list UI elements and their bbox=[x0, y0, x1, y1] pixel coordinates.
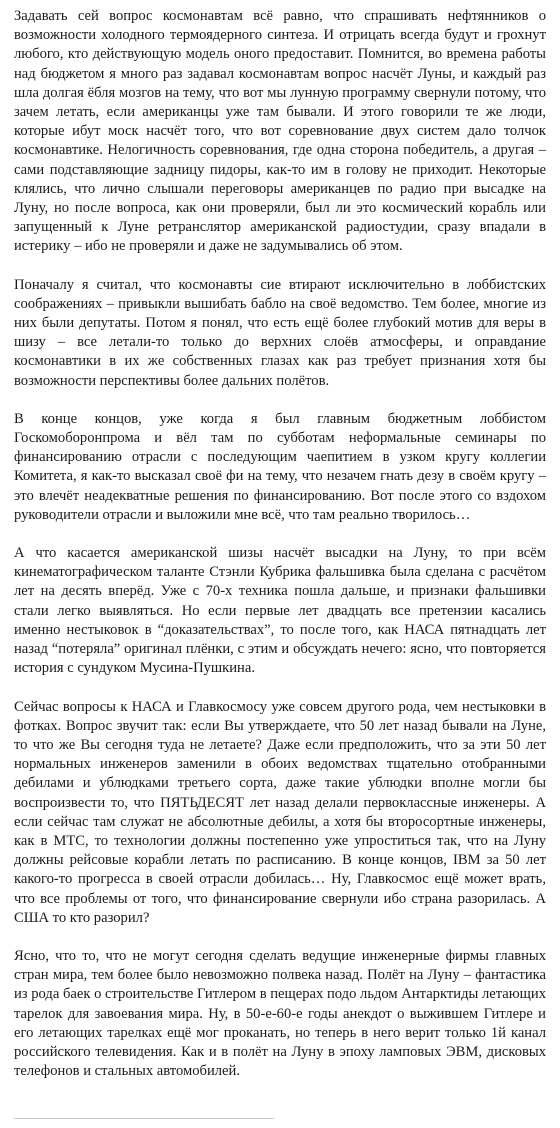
paragraph-5: Сейчас вопросы к НАСА и Главкосмосу уже совсем другого рода, чем нестыковки в фотках. Вопрос звучит так: если Вы утверждаете, что 50 лет назад бывали на Луне, то что же Вы сегодня туда не летаете? Даже если предположить, что за эти 50 лет нормальных инженеров заменили в обоих ведомствах тщательно отобранными дебилами и ублюдками третьего сорта, даже такие ублюдки вполне могли бы воспроизвести то, что ПЯТЬДЕСЯТ лет назад делали первоклассные инженеры. А если сейчас там служат не абсолютные дебилы, а хотя бы второсортные инженеры, как в МТС, то технологии должны постепенно уже упроститься так, что на Луну должны рейсовые корабли летать по расписанию. В конце концов, IBM за 50 лет какого-то прогресса в своей отрасли добилась… Ну, Главкосмос ещё может врать, что все проблемы от того, что финансирование свернули ибо страна разорилась. А США то кто разорил? bbox=[14, 698, 546, 926]
paragraph-4: А что касается американской шизы насчёт высадки на Луну, то при всём кинематографическом таланте Стэнли Кубрика фальшивка была сделана с расчётом лет на десять вперёд. Уже с 70-х техника пошла дальше, и признаки фальшивки стали легко выявляться. Но если первые лет двадцать все претензии касались именно нестыковок в “доказательствах”, то после того, как НАСА пятнадцать лет назад “потеряла” оригинал плёнки, с этим и обсуждать нечего: ясно, что повторяется история с сундуком Мусина-Пушкина. bbox=[14, 545, 546, 677]
article-body bbox=[14, 7, 546, 1100]
paragraph-1: Задавать сей вопрос космонавтам всё равно, что спрашивать нефтянников о возможности холодного термоядерного синтеза. И отрицать всегда будут и грохнут любого, кто действующую модель оного предоставит. Помнится, во времена работы над бюджетом я много раз задавал космонавтам вопрос насчёт Луны, и каждый раз шла долгая ёбля мозгов на тему, что вот мы лунную программу свернули потому, что зачем летать, если американцы уже там бывали. И этого говорили те же люди, которые ибут моск насчёт того, что вот соревнование двух систем дало толчок космонавтике. Нелогичность соревнования, где одна сторона победитель, а другая – сами подставляющие задницу пидоры, как-то им в голову не приходит. Некоторые клялись, что лично слышали переговоры американцев по радио при высадке на Луну, но после вопроса, как они проверяли, был ли это космический корабль или запущенный к Луне ретранслятор американской радиостудии, сразу впадали в истерику – ибо не проверяли и даже не задумывались об этом. bbox=[14, 8, 546, 255]
paragraph-3: В конце концов, уже когда я был главным бюджетным лоббистом Госкомоборонпрома и вёл там по субботам неформальные семинары по финансированию отрасли с последующим чаепитием в узком кругу коллегии Комитета, я как-то высказал своё фи на тему, что незачем гнать дезу в своём кругу – это влечёт неадекватные решения по финансированию. Вот после этого со вздохом руководители отрасли и выложили мне всё, что там реально творилось… bbox=[14, 410, 546, 523]
paragraph-2: Поначалу я считал, что космонавты сие втирают исключительно в лоббистских соображениях – привыкли вышибать бабло на своё ведомство. Тем более, многие из них были депутаты. Потом я понял, что есть ещё более глубокий мотив для веры в шизу – все летали-то только до верхних слоёв атмосферы, и оправдание космонавтики в их же собственных глазах как раз требует признания хотя бы возможности перспективы более дальних полётов. bbox=[14, 276, 546, 389]
paragraph-6: Ясно, что то, что не могут сегодня сделать ведущие инженерные фирмы главных стран мира, тем более было невозможно полвека назад. Полёт на Луну – фантастика из рода баек о строительстве Гитлером в пещерах подо льдом Антарктиды летающих тарелок для завоевания мира. Ну, в 50-е-60-е годы анекдот о выжившем Гитлере и его летающих тарелках ещё мог проканать, но теперь в него верит только 1й канал российского телевидения. Как и в полёт на Луну в эпоху ламповых ЭВМ, дисковых телефонов и стальных автомобилей. bbox=[14, 947, 546, 1080]
bottom-divider bbox=[14, 1118, 274, 1119]
